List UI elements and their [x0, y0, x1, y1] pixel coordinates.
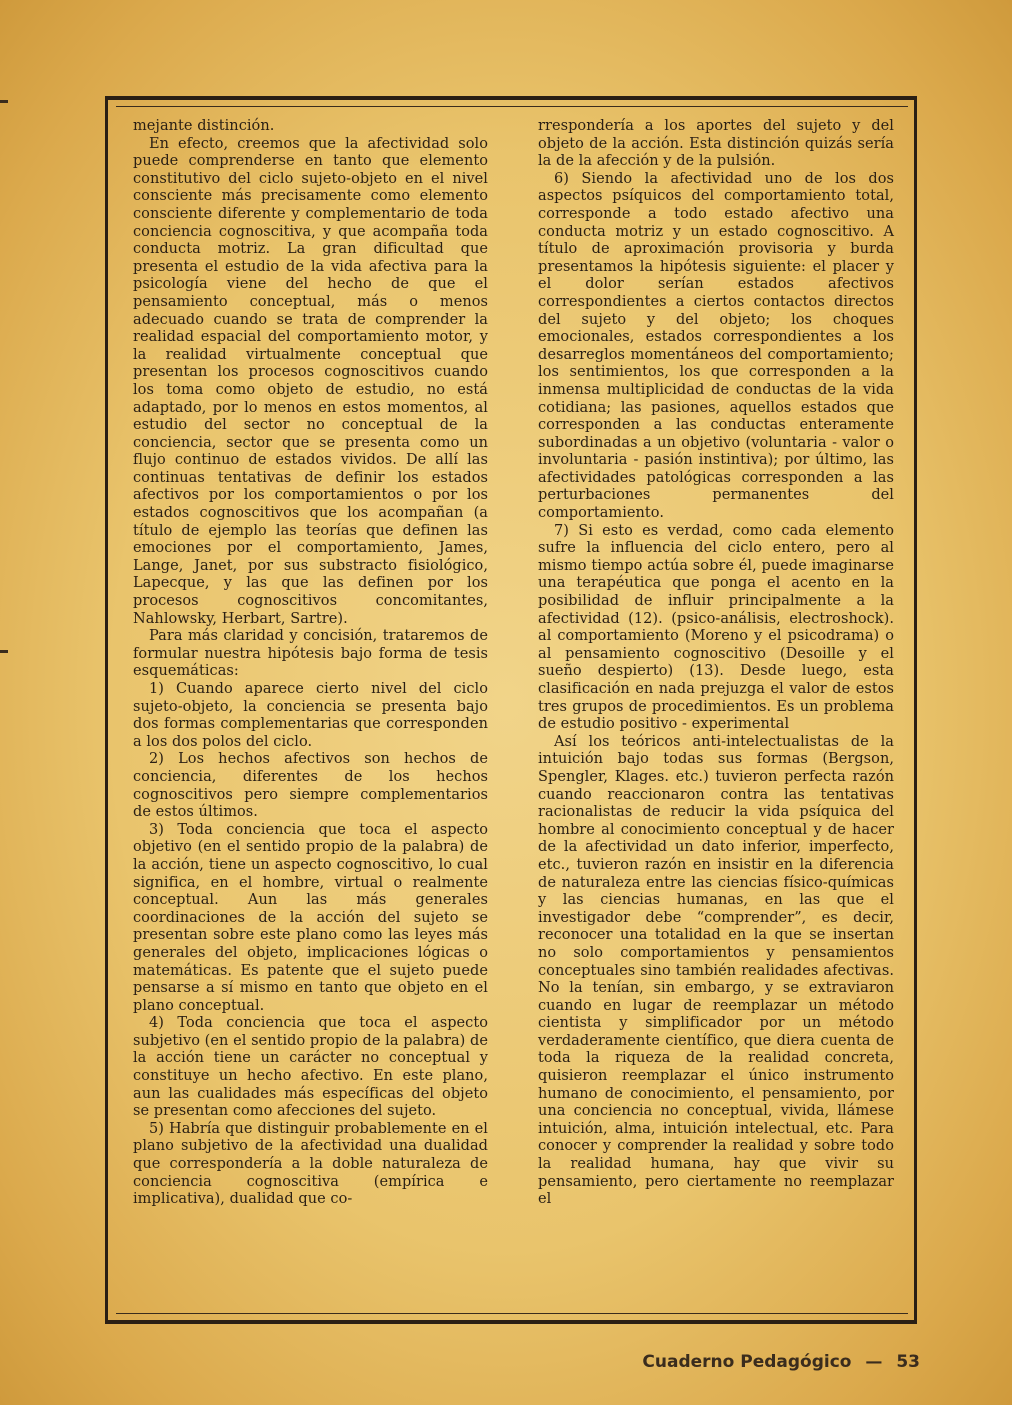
paragraph: Así los teóricos anti-intelectualistas de la intuición bajo todas sus formas (Bergson, Spengler, Klages. etc.) tuvieron perfecta razón cuando reaccionaron contra las tentativas racionalistas de reducir la vida psíquica del hombre al conocimiento conceptual y de hacer de la afectividad un dato inferior, imperfecto, etc., tuvieron razón en insistir en la diferencia de naturaleza entre las ciencias físico-químicas y las ciencias humanas, en las que el investigador debe “comprender”, es decir, reconocer una totalidad en la que se insertan no solo comportamientos y pensamientos conceptuales sino también realidades afectivas. No la tenían, sin embargo, y se extraviaron cuando en lugar de reemplazar un método cientista y simplificador por un método verdaderamente científico, que diera cuenta de toda la riqueza de la realidad concreta, quisieron reemplazar el único instrumento humano de conocimiento, el pensamiento, por una conciencia no conceptual, vivida, llámese intuición, alma, intuición intelectual, etc. Para conocer y comprender la realidad y sobre todo la realidad humana, hay que vivir su pensamiento, pero ciertamente no reemplazar el [538, 733, 894, 1208]
paragraph: 2) Los hechos afectivos son hechos de conciencia, diferentes de los hechos cognoscitivos pero siempre complementarios de estos últimos. [133, 751, 488, 821]
paragraph: Para más claridad y concisión, trataremos de formular nuestra hipótesis bajo forma de tesis esquemáticas: [133, 628, 488, 680]
paragraph: mejante distinción. [133, 118, 275, 134]
paragraph: 3) Toda conciencia que toca el aspecto objetivo (en el sentido propio de la palabra) de la acción, tiene un aspecto cognoscitivo, lo cual significa, en el hombre, virtual o realmente conceptual. Aun las más generales coordinaciones de la acción del sujeto se presentan sobre este plano como las leyes más generales del objeto, implicaciones lógicas o matemáticas. Es patente que el sujeto puede pensarse a sí mismo en tanto que objeto en el plano conceptual. [133, 821, 488, 1014]
paragraph: 7) Si esto es verdad, como cada elemento sufre la influencia del ciclo entero, pero al mismo tiempo actúa sobre él, puede imaginarse una terapéutica que ponga el acento en la posibilidad de influir principalmente a la afectividad (12). (psico-análisis, electroshock). al comportamiento (Moreno y el psicodrama) o al pensamiento cognoscitivo (Desoille y el sueño despierto) (13). Desde luego, esta clasificación en nada prejuzga el valor de estos tres grupos de procedimientos. Es un problema de estudio positivo - experimental [538, 522, 894, 733]
right-text-column [538, 118, 894, 1209]
paragraph: 5) Habría que distinguir probablemente en el plano subjetivo de la afectividad una dualidad que correspondería a la doble naturaleza de conciencia cognoscitiva (empírica e implicativa), dualidad que co- [133, 1120, 488, 1208]
paragraph: rrespondería a los aportes del sujeto y del objeto de la acción. Esta distinción quizás sería la de la afección y de la pulsión. [538, 118, 894, 170]
publication-title: Cuaderno Pedagógico [642, 1352, 852, 1372]
footer-separator: — [865, 1352, 883, 1372]
edge-mark [0, 650, 8, 653]
edge-mark [0, 100, 8, 103]
page-footer [642, 1352, 920, 1372]
paragraph: En efecto, creemos que la afectividad solo puede comprenderse en tanto que elemento constitutivo del ciclo sujeto-objeto en el nivel consciente más precisamente como elemento consciente diferente y complementario de toda conciencia cognoscitiva, y que acompaña toda conducta motriz. La gran dificultad que presenta el estudio de la vida afectiva para la psicología viene del hecho de que el pensamiento conceptual, más o menos adecuado cuando se trata de comprender la realidad espacial del comportamiento motor, y la realidad virtualmente conceptual que presentan los procesos cognoscitivos cuando los toma como objeto de estudio, no está adaptado, por lo menos en estos momentos, al estudio del sector no conceptual de la conciencia, sector que se presenta como un flujo continuo de estados vividos. De allí las continuas tentativas de definir los estados afectivos por los comportamientos o por los estados cognoscitivos que los acompañan (a título de ejemplo las teorías que definen las emociones por el comportamiento, James, Lange, Janet, por sus substracto fisiológico, Lapecque, y las que las definen por los procesos cognoscitivos concomitantes, Nahlowsky, Herbart, Sartre). [133, 135, 488, 627]
page-number: 53 [896, 1352, 920, 1372]
paragraph: 6) Siendo la afectividad uno de los dos aspectos psíquicos del comportamiento total, corresponde a todo estado afectivo una conducta motriz y un estado cognoscitivo. A título de aproximación provisoria y burda presentamos la hipótesis siguiente: el placer y el dolor serían estados afectivos correspondientes a ciertos contactos directos del sujeto y del objeto; los choques emocionales, estados correspondientes a los desarreglos momentáneos del comportamiento; los sentimientos, los que corresponden a la inmensa multiplicidad de conductas de la vida cotidiana; las pasiones, aquellos estados que corresponden a las conductas enteramente subordinadas a un objetivo (voluntaria - valor o involuntaria - pasión instintiva); por último, las afectividades patológicas corresponden a las perturbaciones permanentes del comportamiento. [538, 170, 894, 522]
paragraph: 1) Cuando aparece cierto nivel del ciclo sujeto-objeto, la conciencia se presenta bajo dos formas complementarias que corresponden a los dos polos del ciclo. [133, 681, 488, 750]
left-text-column [133, 118, 488, 1209]
paragraph: 4) Toda conciencia que toca el aspecto subjetivo (en el sentido propio de la palabra) de la acción tiene un carácter no conceptual y constituye un hecho afectivo. En este plano, aun las cualidades más específicas del objeto se presentan como afecciones del sujeto. [133, 1015, 488, 1120]
